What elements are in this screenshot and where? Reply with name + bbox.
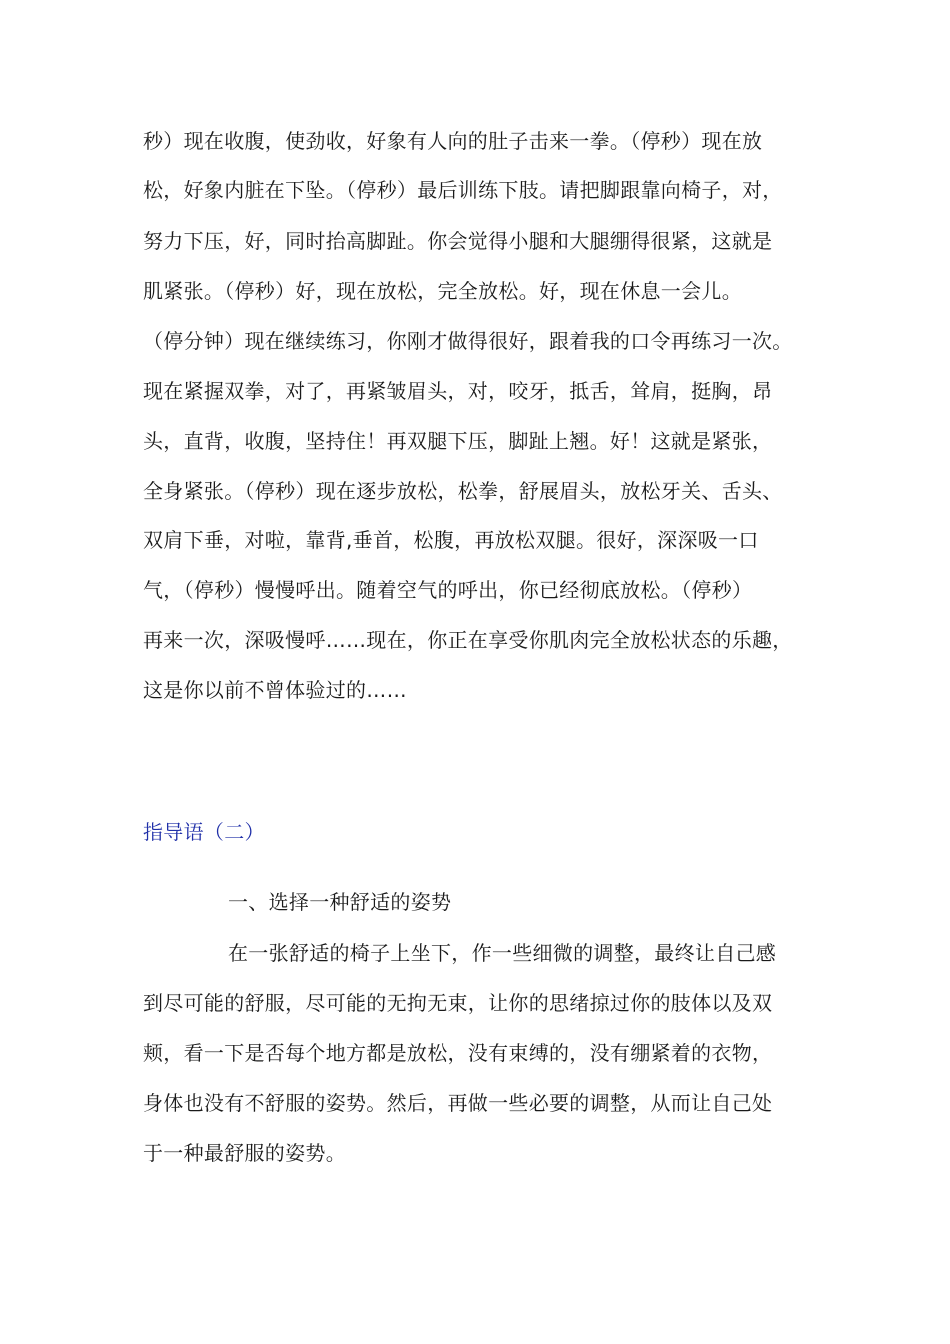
paragraph-line: 在一张舒适的椅子上坐下，作一些细微的调整，最终让自己感 bbox=[228, 941, 777, 965]
paragraph-line: 肌紧张。（停秒）好，现在放松，完全放松。好，现在休息一会儿。 bbox=[143, 279, 742, 303]
paragraph-line: 这是你以前不曾体验过的…… bbox=[143, 678, 407, 702]
paragraph-line: 秒）现在收腹，使劲收，好象有人向的肚子击来一拳。（停秒）现在放 bbox=[143, 129, 763, 153]
paragraph-line: 气，（停秒）慢慢呼出。随着空气的呼出，你已经彻底放松。（停秒） bbox=[143, 578, 753, 602]
paragraph-line: 全身紧张。（停秒）现在逐步放松，松拳，舒展眉头，放松牙关、舌头、 bbox=[143, 479, 783, 503]
paragraph-line: 松，好象内脏在下坠。（停秒）最后训练下肢。请把脚跟靠向椅子，对， bbox=[143, 178, 783, 202]
paragraph-line: 头，直背，收腹，坚持住！再双腿下压，脚趾上翘。好！这就是紧张， bbox=[143, 429, 773, 453]
paragraph-line: 身体也没有不舒服的姿势。然后，再做一些必要的调整，从而让自己处 bbox=[143, 1091, 773, 1115]
paragraph-line: 双肩下垂，对啦，靠背,垂首，松腹，再放松双腿。很好，深深吸一口 bbox=[143, 528, 759, 552]
paragraph-line: 颊，看一下是否每个地方都是放松，没有束缚的，没有绷紧着的衣物， bbox=[143, 1041, 773, 1065]
paragraph-line: 努力下压，好，同时抬高脚趾。你会觉得小腿和大腿绷得很紧，这就是 bbox=[143, 229, 773, 253]
section-subheading: 一、选择一种舒适的姿势 bbox=[228, 890, 452, 914]
paragraph-line: 现在紧握双拳，对了，再紧皱眉头，对，咬牙，抵舌，耸肩，挺胸，昂 bbox=[143, 379, 773, 403]
paragraph-line: 再来一次，深吸慢呼……现在，你正在享受你肌肉完全放松状态的乐趣， bbox=[143, 628, 793, 652]
paragraph-line: （停分钟）现在继续练习，你刚才做得很好，跟着我的口令再练习一次。 bbox=[143, 329, 793, 353]
section-heading: 指导语（二） bbox=[143, 820, 265, 844]
paragraph-line: 到尽可能的舒服，尽可能的无拘无束，让你的思绪掠过你的肢体以及双 bbox=[143, 991, 773, 1015]
paragraph-line: 于一种最舒服的姿势。 bbox=[143, 1141, 346, 1165]
